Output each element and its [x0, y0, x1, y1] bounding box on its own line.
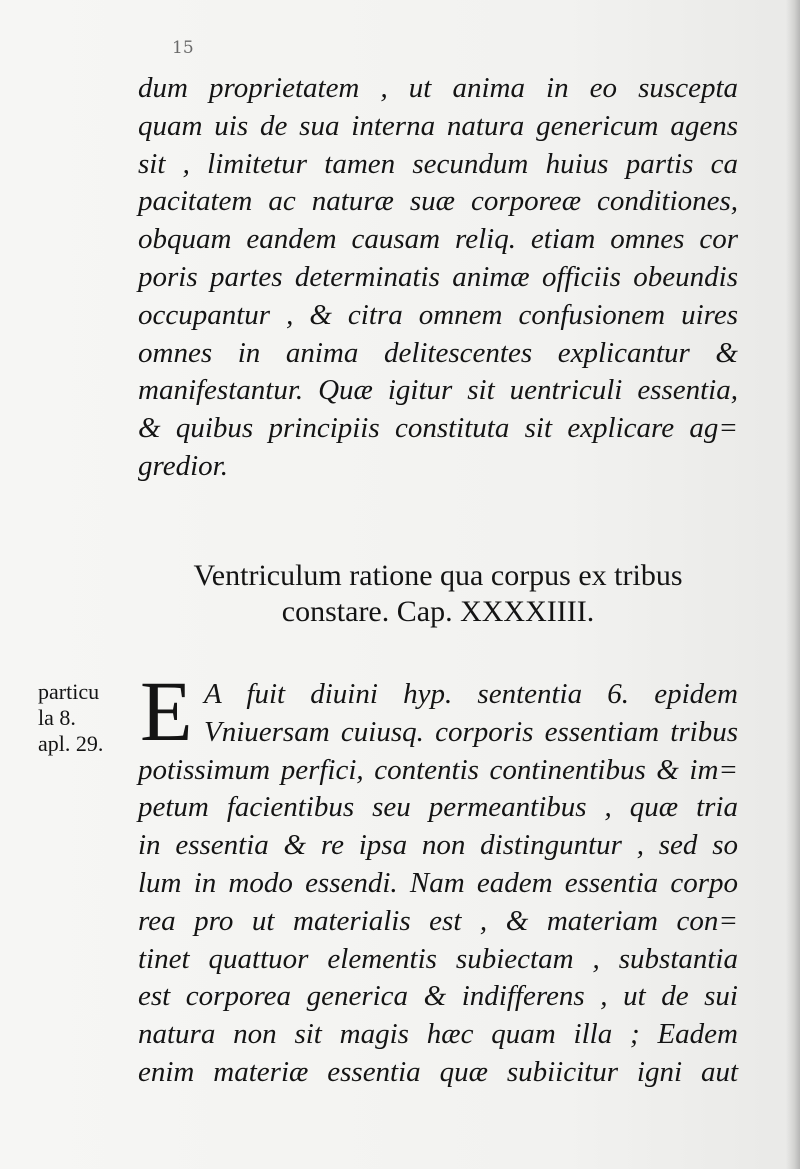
text-line: natura non sit magis hæc quam illa ; Eadem [138, 1018, 738, 1051]
text-line: obquam eandem causam reliq. etiam omnes cor [138, 223, 738, 256]
text-line: manifestantur. Quæ igitur sit uentriculi essentia, [138, 374, 738, 407]
text-line: & quibus principiis constituta sit explicare ag= [138, 412, 738, 445]
text-line: potissimum perfici, contentis continentibus & im= [138, 753, 738, 786]
text-line: pacitatem ac naturæ suæ corporeæ conditiones, [138, 185, 738, 218]
text-line: occupantur , & citra omnem confusionem uires [138, 298, 738, 331]
text-line: poris partes determinatis animæ officiis obeundis [138, 260, 738, 293]
page-edge-shadow [786, 0, 800, 1169]
margin-note-line: particu [38, 679, 100, 704]
text-line: lum in modo essendi. Nam eadem essentia corpo [138, 866, 738, 899]
heading-line-2: constare. Cap. XXXXIIII. [281, 595, 595, 628]
bleed-through: ⠀ [742, 486, 760, 512]
section-text [138, 663, 738, 1092]
margin-note-line: la 8. [38, 705, 76, 730]
body-text [138, 70, 738, 486]
text-line: omnes in anima delitescentes explicantur & [138, 336, 738, 369]
text-line: in essentia & re ipsa non distinguntur , sed so [138, 829, 738, 862]
text-line: gredior. [138, 449, 228, 482]
drop-cap: E [140, 663, 193, 759]
heading-line-1: Ventriculum ratione qua corpus ex tribus [193, 559, 683, 592]
margin-note [38, 679, 128, 757]
text-line: petum facientibus seu permeantibus , quæ tria [138, 791, 738, 824]
text-line: quam uis de sua interna natura genericum agens [138, 109, 738, 142]
margin-note-line: apl. 29. [38, 731, 104, 756]
text-line: tinet quattuor elementis subiectam , substantia [138, 942, 738, 975]
text-line: dum proprietatem , ut anima in eo suscepta [138, 72, 738, 104]
text-line: enim materiæ essentia quæ subiicitur igni aut [138, 1055, 738, 1088]
text-line: est corporea generica & indifferens , ut de sui [138, 980, 738, 1013]
text-line: A fuit diuini hyp. sententia 6. epidem [204, 678, 738, 710]
text-line: rea pro ut materialis est , & materiam con= [138, 904, 738, 937]
text-line: Vniuersam cuiusq. corporis essentiam tribus [204, 715, 738, 748]
text-line: sit , limitetur tamen secundum huius partis ca [138, 147, 738, 180]
page-number: 15 [172, 38, 194, 58]
chapter-heading [138, 558, 738, 630]
